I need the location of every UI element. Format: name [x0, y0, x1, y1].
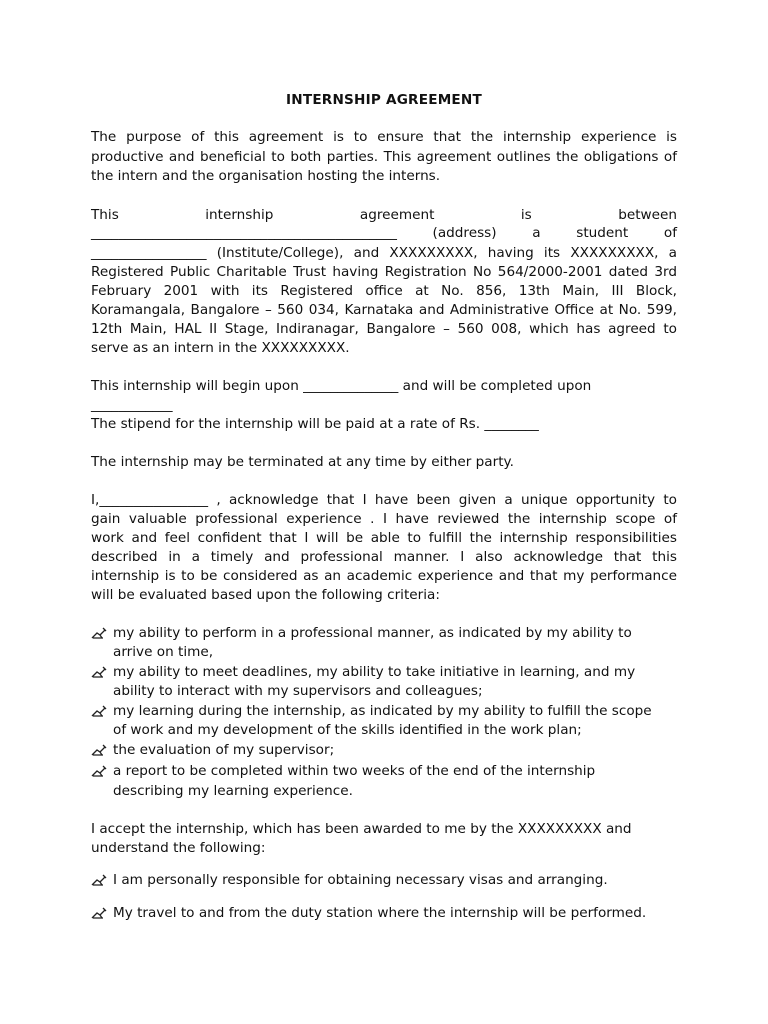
ack-line-1: I,________________ , acknowledge that I have been given a unique opportunity to: [91, 492, 677, 508]
parties-line-4: Registered Public Charitable Trust having Registration No 564/2000-2001 dated 3rd: [91, 264, 677, 280]
ack-line-6: will be evaluated based upon the following criteria:: [91, 587, 440, 603]
accept-line-1: I accept the internship, which has been awarded to me by the XXXXXXXXX and: [91, 821, 632, 837]
purpose-line-2: productive and beneficial to both parties. This agreement outlines the obligations of: [91, 149, 677, 165]
parties-first-line: [91, 206, 677, 225]
ack-line-5: internship is to be considered as an academic experience and that my performance: [91, 568, 677, 584]
parties-line-2: _____________________________________________ (address) a student of: [91, 225, 677, 241]
purpose-line-3: the intern and the organisation hosting the interns.: [91, 168, 441, 184]
criteria-text: of work and my development of the skills identified in the work plan;: [113, 722, 582, 738]
accept-line-2: understand the following:: [91, 840, 266, 856]
parties-word: between: [618, 207, 677, 223]
criteria-text: a report to be completed within two weeks of the end of the internship: [113, 763, 596, 779]
ack-line-2: gain valuable professional experience . I have reviewed the internship scope of: [91, 511, 677, 527]
parties-line-3: _________________ (Institute/College), and XXXXXXXXX, having its XXXXXXXXX, a: [91, 245, 677, 261]
criteria-text: ability to interact with my supervisors and colleagues;: [113, 683, 483, 699]
writing-hand-icon: [91, 704, 107, 718]
writing-hand-icon: [91, 743, 107, 757]
dates-line-1: This internship will begin upon ______________ and will be completed upon: [91, 378, 592, 394]
criteria-text: my ability to meet deadlines, my ability to take initiative in learning, and my: [113, 664, 636, 680]
purpose-line-1: The purpose of this agreement is to ensure that the internship experience is: [91, 129, 677, 145]
stipend-line: The stipend for the internship will be paid at a rate of Rs. ________: [91, 416, 539, 432]
parties-line-6: Koramangala, Bangalore – 560 034, Karnataka and Administrative Office at No. 599,: [91, 302, 677, 318]
criteria-text: the evaluation of my supervisor;: [113, 742, 335, 758]
understand-text: I am personally responsible for obtaining necessary visas and arranging.: [113, 872, 608, 888]
criteria-text: arrive on time,: [113, 644, 214, 660]
parties-line-5: February 2001 with its Registered office at No. 856, 13th Main, III Block,: [91, 283, 677, 299]
writing-hand-icon: [91, 764, 107, 778]
ack-line-4: described in a timely and professional manner. I also acknowledge that this: [91, 549, 677, 565]
parties-word: agreement: [359, 207, 435, 223]
termination-line: The internship may be terminated at any time by either party.: [91, 454, 514, 470]
criteria-text: my ability to perform in a professional manner, as indicated by my ability to: [113, 625, 632, 641]
parties-word: internship: [205, 207, 274, 223]
document-title: INTERNSHIP AGREEMENT: [286, 92, 482, 108]
writing-hand-icon: [91, 665, 107, 679]
dates-line-2: ____________: [91, 397, 173, 413]
criteria-text: describing my learning experience.: [113, 783, 353, 799]
understand-text: My travel to and from the duty station where the internship will be performed.: [113, 905, 647, 921]
writing-hand-icon: [91, 873, 107, 887]
parties-word: This: [91, 207, 119, 223]
criteria-text: my learning during the internship, as indicated by my ability to fulfill the scope: [113, 703, 652, 719]
parties-line-8: serve as an intern in the XXXXXXXXX.: [91, 340, 350, 356]
parties-word: is: [520, 207, 532, 223]
parties-line-7: 12th Main, HAL II Stage, Indiranagar, Bangalore – 560 008, which has agreed to: [91, 321, 677, 337]
writing-hand-icon: [91, 626, 107, 640]
ack-line-3: work and feel confident that I will be able to fulfill the internship responsibilities: [91, 530, 677, 546]
writing-hand-icon: [91, 906, 107, 920]
